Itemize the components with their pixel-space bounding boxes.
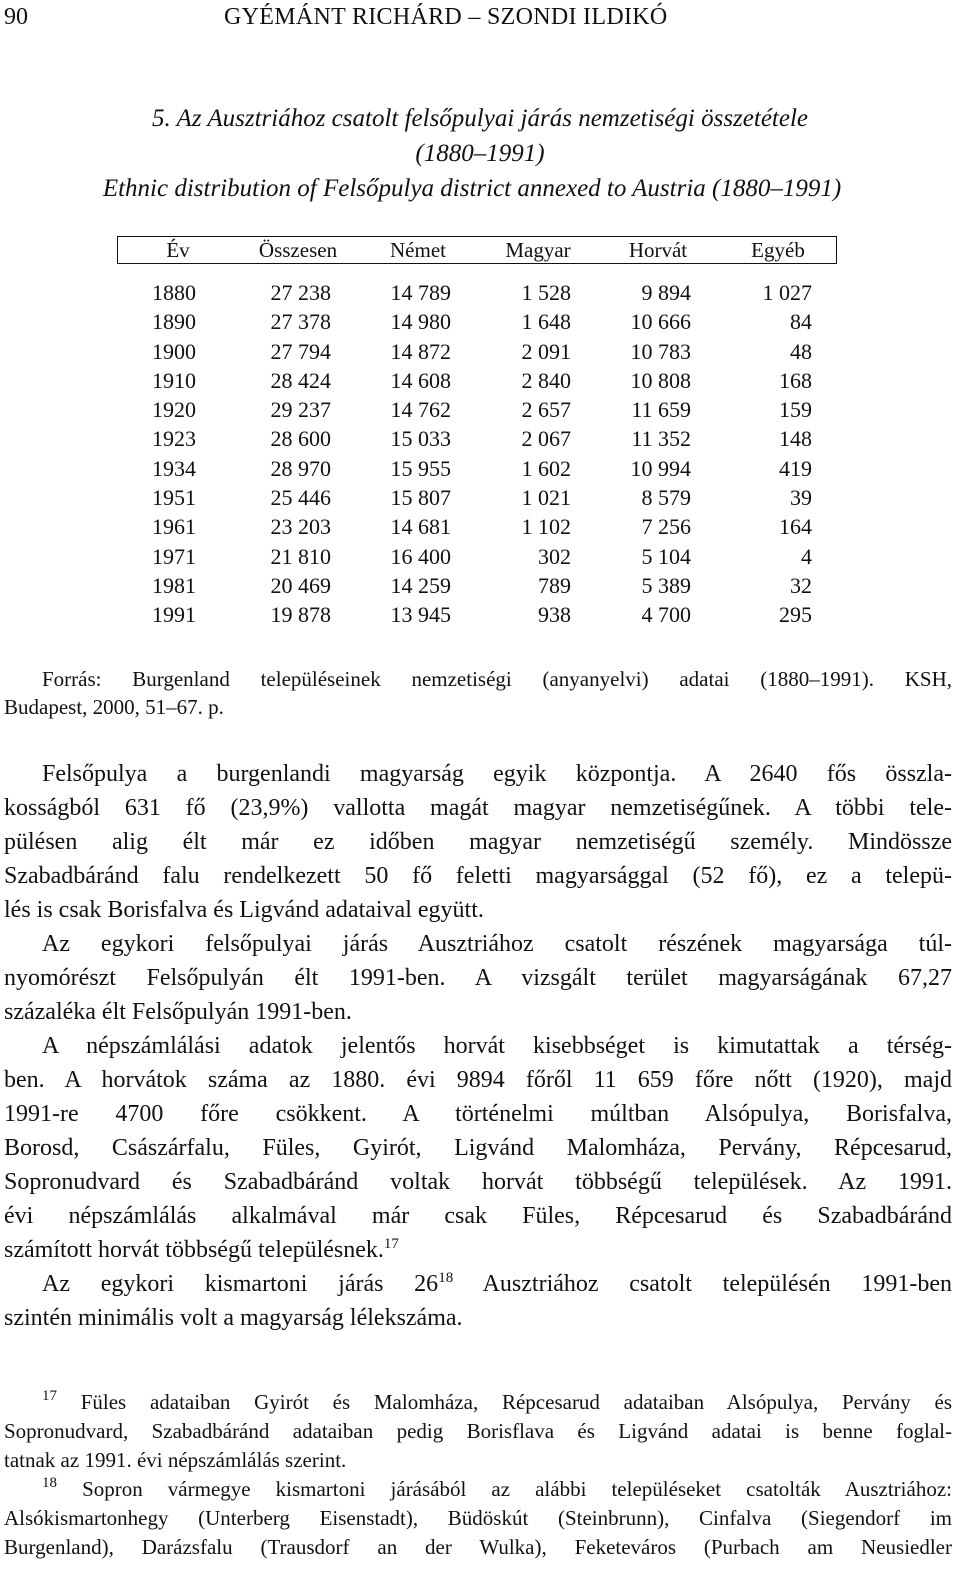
column-header-hungarian: Magyar — [505, 238, 571, 262]
source-line: Budapest, 2000, 51–67. p. — [4, 695, 224, 719]
table-row — [117, 368, 837, 397]
cell-croatian: 11 659 — [631, 397, 691, 423]
cell-german: 14 259 — [390, 572, 451, 598]
cell-german: 15 955 — [390, 455, 451, 481]
cell-other: 168 — [779, 367, 812, 393]
table-caption-hu: 5. Az Ausztriához csatolt felsőpulyai járás nemzetiségi összetétele — [152, 105, 808, 132]
column-header-year: Év — [166, 238, 190, 262]
cell-other: 84 — [790, 309, 812, 335]
table-row — [117, 514, 837, 543]
table-row — [117, 309, 837, 338]
cell-german: 14 872 — [390, 338, 451, 364]
text-line: évi népszámlálás alkalmával már csak Füles, Répcesarud és Szabadbáránd — [4, 1203, 952, 1229]
text-line: pülésen alig élt már ez időben magyar nemzetiségű személy. Mindössze — [4, 829, 952, 855]
table-row — [117, 485, 837, 514]
cell-year: 1900 — [152, 338, 196, 364]
cell-total: 28 970 — [270, 455, 331, 481]
cell-total: 28 600 — [270, 426, 331, 452]
cell-hungarian: 1 021 — [521, 485, 571, 511]
cell-croatian: 5 104 — [641, 543, 691, 569]
column-header-german: Német — [390, 238, 446, 262]
text-line: A népszámlálási adatok jelentős horvát kisebbséget is kimutattak a térség- — [42, 1033, 952, 1059]
cell-hungarian: 1 602 — [521, 455, 571, 481]
cell-german: 14 980 — [390, 309, 451, 335]
table-row — [117, 602, 837, 631]
cell-year: 1971 — [152, 543, 196, 569]
footnote-ref-18[interactable]: 18 — [438, 1270, 454, 1286]
cell-german: 13 945 — [390, 602, 451, 628]
table-row — [117, 280, 837, 309]
paragraph — [4, 1267, 952, 1335]
cell-german: 14 608 — [390, 367, 451, 393]
text-line: Sopronudvard és Szabadbáránd voltak horvát többségű települések. Az 1991. — [4, 1169, 952, 1195]
text-segment: Az egykori kismartoni járás 26 — [42, 1271, 439, 1297]
cell-hungarian: 302 — [538, 543, 571, 569]
cell-croatian: 10 783 — [630, 338, 691, 364]
cell-hungarian: 2 067 — [521, 426, 571, 452]
footnote-18-line — [4, 1475, 952, 1504]
cell-other: 295 — [779, 602, 812, 628]
text-line — [4, 1233, 952, 1267]
column-header-total: Összesen — [258, 238, 338, 262]
column-header-other: Egyéb — [751, 238, 805, 262]
cell-year: 1981 — [152, 572, 196, 598]
cell-croatian: 10 666 — [630, 309, 691, 335]
cell-croatian: 4 700 — [641, 602, 691, 628]
footnote-17-line: Sopronudvard, Szabadbáránd adataiban pedig Borisflava és Ligvánd adatai is benne foglal- — [4, 1419, 952, 1443]
text-line: szintén minimális volt a magyarság lélekszáma. — [4, 1305, 463, 1331]
table-source — [4, 665, 952, 721]
footnote-ref-17[interactable]: 17 — [383, 1236, 399, 1252]
page-header — [0, 2, 960, 36]
cell-other: 4 — [801, 543, 812, 569]
cell-german: 15 033 — [390, 426, 451, 452]
cell-other: 164 — [779, 514, 812, 540]
table-row — [117, 456, 837, 485]
footnote-mark-18: 18 — [42, 1475, 57, 1491]
cell-total: 29 237 — [270, 397, 331, 423]
text-line: Az egykori felsőpulyai járás Ausztriához csatolt részének magyarsága túl- — [42, 931, 952, 957]
cell-other: 148 — [779, 426, 812, 452]
cell-total: 27 794 — [270, 338, 331, 364]
cell-hungarian: 1 648 — [521, 309, 571, 335]
page-number: 90 — [4, 4, 28, 30]
body-text — [4, 757, 952, 1335]
cell-year: 1961 — [152, 514, 196, 540]
text-line: 1991-re 4700 főre csökkent. A történelmi múltban Alsópulya, Borisfalva, — [4, 1101, 952, 1127]
table-row — [117, 426, 837, 455]
cell-german: 14 681 — [390, 514, 451, 540]
cell-year: 1934 — [152, 455, 196, 481]
text-line: Szabadbáránd falu rendelkezett 50 fő feletti magyarsággal (52 fő), ez a telepü- — [4, 863, 952, 889]
cell-other: 159 — [779, 397, 812, 423]
source-line: Forrás: Burgenland településeinek nemzetiségi (anyanyelvi) adatai (1880–1991). KSH, — [42, 667, 952, 691]
cell-year: 1880 — [152, 280, 196, 305]
cell-hungarian: 1 102 — [521, 514, 571, 540]
footnote-mark-17: 17 — [42, 1388, 57, 1404]
footnote-text: Sopron vármegye kismartoni járásából az alábbi településeket csatolták Ausztriához: — [57, 1477, 952, 1501]
cell-german: 16 400 — [390, 543, 451, 569]
cell-croatian: 7 256 — [641, 514, 691, 540]
table-body — [117, 280, 837, 632]
table-row — [117, 573, 837, 602]
text-segment: Ausztriához csatolt településén 1991-ben — [453, 1271, 952, 1297]
text-line: Felsőpulya a burgenlandi magyarság egyik központja. A 2640 fős összla- — [42, 761, 952, 787]
cell-hungarian: 789 — [538, 572, 571, 598]
cell-total: 27 238 — [270, 280, 331, 305]
text-line — [4, 1267, 952, 1301]
table-row — [117, 397, 837, 426]
cell-hungarian: 2 840 — [521, 367, 571, 393]
footnote-18-line: Burgenland), Darázsfalu (Trausdorf an der Wulka), Feketeváros (Purbach am Neusiedler — [4, 1535, 952, 1559]
cell-other: 48 — [790, 338, 812, 364]
table-row — [117, 339, 837, 368]
cell-other: 32 — [790, 572, 812, 598]
footnotes — [4, 1388, 952, 1562]
text-segment: számított horvát többségű településnek. — [4, 1237, 384, 1263]
text-line: Borosd, Császárfalu, Füles, Gyirót, Ligvánd Malomháza, Pervány, Répcesarud, — [4, 1135, 952, 1161]
table-caption-hu-years: (1880–1991) — [415, 140, 545, 167]
cell-total: 23 203 — [270, 514, 331, 540]
text-line: nyomórészt Felsőpulyán élt 1991-ben. A vizsgált terület magyarságának 67,27 — [4, 965, 952, 991]
cell-german: 14 789 — [390, 280, 451, 305]
cell-croatian: 9 894 — [641, 280, 691, 305]
cell-year: 1910 — [152, 367, 196, 393]
cell-total: 28 424 — [270, 367, 331, 393]
paragraph — [4, 927, 952, 1029]
cell-total: 20 469 — [270, 572, 331, 598]
text-line: kosságból 631 fő (23,9%) vallotta magát magyar nemzetiségűnek. A többi tele- — [4, 795, 952, 821]
cell-hungarian: 2 657 — [521, 397, 571, 423]
footnote-text: Füles adataiban Gyirót és Malomháza, Répcesarud adataiban Alsópulya, Pervány és — [57, 1390, 952, 1414]
cell-year: 1991 — [152, 602, 196, 628]
cell-hungarian: 2 091 — [521, 338, 571, 364]
cell-croatian: 8 579 — [641, 485, 691, 511]
text-line: ben. A horvátok száma az 1880. évi 9894 főről 11 659 főre nőtt (1920), majd — [4, 1067, 952, 1093]
cell-german: 14 762 — [390, 397, 451, 423]
footnote-17-line: tatnak az 1991. évi népszámlálás szerint. — [4, 1448, 347, 1472]
cell-other: 419 — [779, 455, 812, 481]
cell-year: 1890 — [152, 309, 196, 335]
cell-total: 21 810 — [270, 543, 331, 569]
text-line: százaléka élt Felsőpulyán 1991-ben. — [4, 999, 352, 1025]
table-row — [117, 544, 837, 573]
cell-croatian: 10 808 — [630, 367, 691, 393]
cell-hungarian: 1 528 — [521, 280, 571, 305]
cell-total: 19 878 — [270, 602, 331, 628]
cell-year: 1951 — [152, 485, 196, 511]
footnote-17-line — [4, 1388, 952, 1417]
cell-german: 15 807 — [390, 485, 451, 511]
running-head: GYÉMÁNT RICHÁRD – SZONDI ILDIKÓ — [224, 4, 668, 30]
paragraph — [4, 757, 952, 927]
cell-total: 25 446 — [270, 485, 331, 511]
cell-croatian: 5 389 — [641, 572, 691, 598]
cell-year: 1920 — [152, 397, 196, 423]
cell-other: 1 027 — [762, 280, 812, 305]
column-header-croatian: Horvát — [628, 238, 688, 262]
cell-other: 39 — [790, 485, 812, 511]
cell-croatian: 10 994 — [630, 455, 691, 481]
footnote-18-line: Alsókismartonhegy (Unterberg Eisenstadt), Büdöskút (Steinbrunn), Cinfalva (Siegendorf im — [4, 1506, 952, 1530]
cell-year: 1923 — [152, 426, 196, 452]
text-line: lés is csak Borisfalva és Ligvánd adataival együtt. — [4, 897, 484, 923]
cell-hungarian: 938 — [538, 602, 571, 628]
cell-croatian: 11 352 — [631, 426, 691, 452]
table-header — [117, 236, 837, 264]
table-caption-en: Ethnic distribution of Felsőpulya district annexed to Austria (1880–1991) — [102, 175, 842, 202]
cell-total: 27 378 — [270, 309, 331, 335]
paragraph — [4, 1029, 952, 1267]
